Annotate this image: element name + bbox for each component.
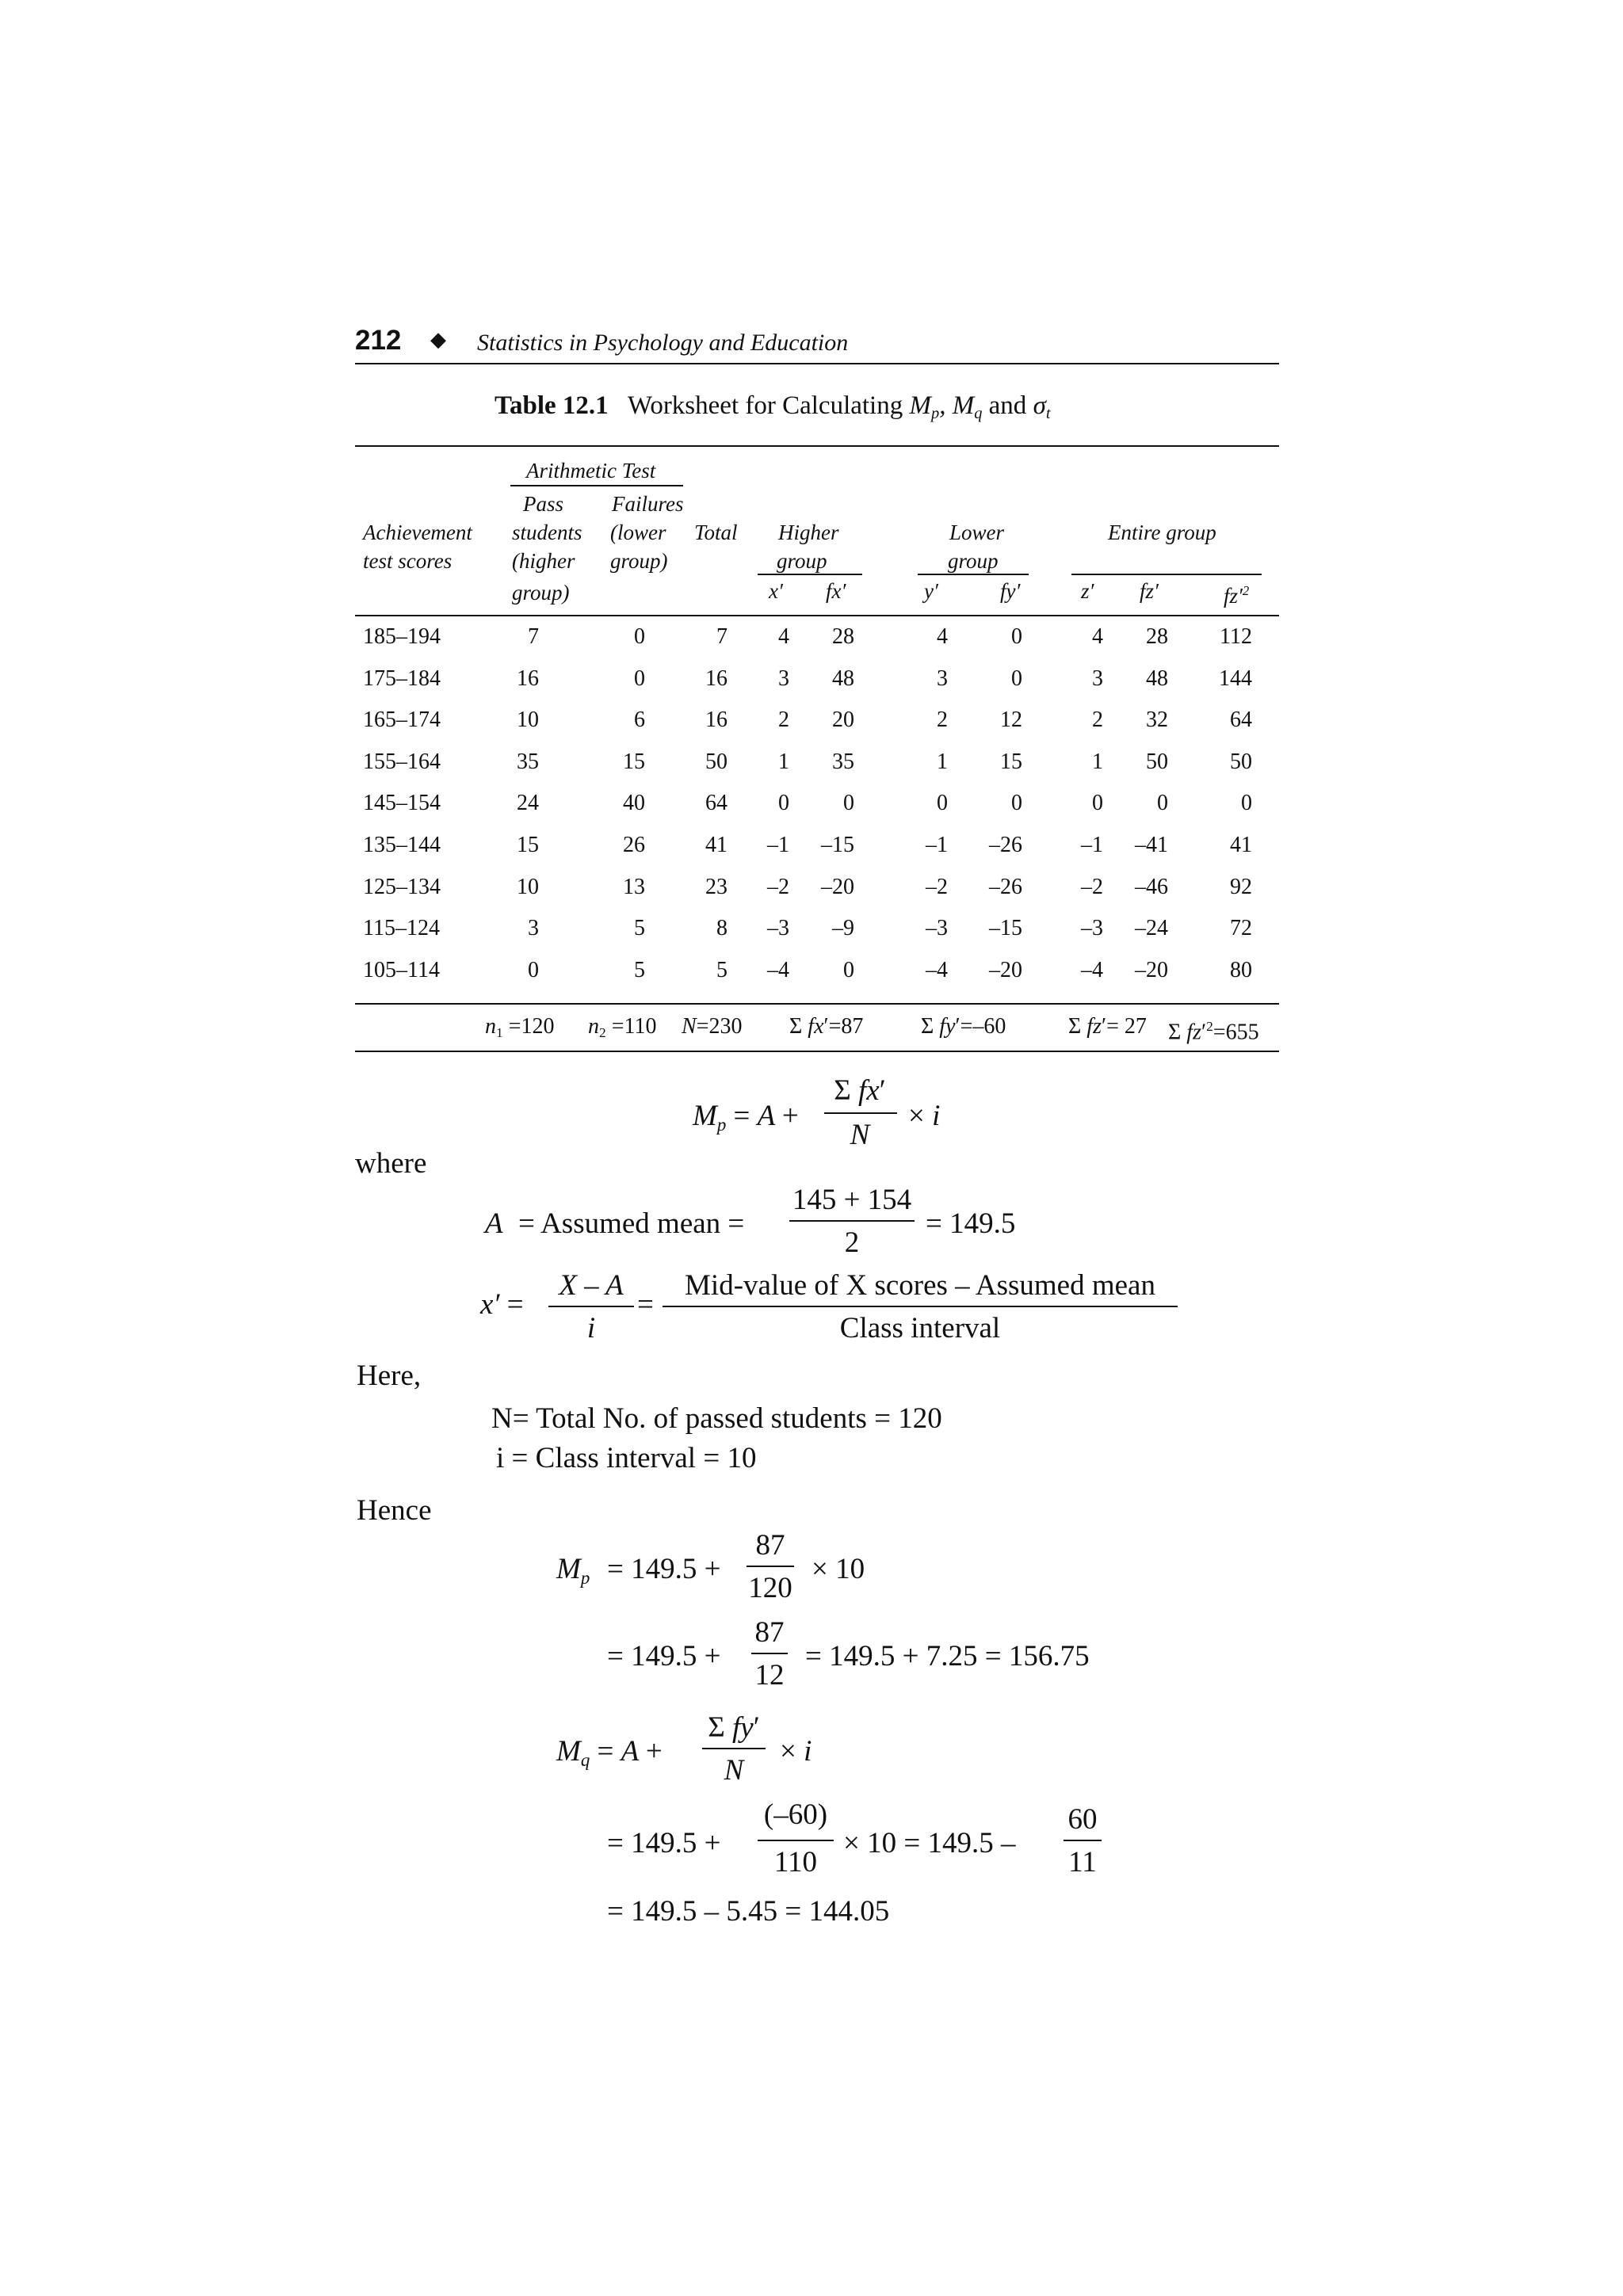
mp-calc-1a: = 149.5 + [607,1553,721,1585]
assumed-den: 2 [844,1226,860,1259]
header-achievement-2: test scores [363,549,453,573]
cell-fx-prime: 28 [832,624,854,649]
header-pass-1: Pass [523,492,564,516]
cell-total: 41 [705,833,727,857]
page-number: 212 [355,325,402,356]
header-bottom-rule [355,615,1279,616]
header-pass-4: group) [512,581,570,605]
col-y-prime: y′ [924,579,938,603]
header-lower-1: Lower [949,521,1005,544]
totals-n1: $n_1 =120$ [485,1014,555,1041]
cell-fz-prime: 28 [1146,624,1168,649]
cell-fx-prime: 0 [843,957,854,982]
cell-y-prime: 4 [937,624,948,649]
cell-fy-prime: –26 [989,874,1022,899]
cell-fx-prime: 48 [832,666,854,691]
col-fz2-prime: $fz'^2$ [1224,583,1250,608]
mp-calc-1b: × 10 [812,1553,865,1585]
cell-y-prime: –4 [926,957,948,982]
cell-fz-prime: 48 [1146,666,1168,691]
cell-y-prime: 2 [937,707,948,733]
header-higher-2: group [777,549,827,573]
cell-fail: 0 [634,624,645,649]
xprime-equals: = [637,1288,654,1321]
col-x-prime: x′ [769,579,783,603]
xprime-num1: X – A [559,1269,624,1302]
col-fz-prime: fz′ [1140,579,1159,603]
header-arithmetic-test: Arithmetic Test [526,459,656,482]
col-fy-prime: fy′ [1000,579,1021,603]
cell-fy-prime: 0 [1011,666,1022,691]
cell-pass: 0 [528,957,539,982]
cell-scores: 155–164 [363,749,441,774]
mq-calc-2-bar [758,1840,834,1841]
mq-calc-2-den: 110 [773,1846,818,1878]
entire-underline [1071,574,1262,575]
mq-calc-2-num: (–60) [763,1798,828,1831]
header-total: Total [694,521,738,544]
cell-y-prime: –2 [926,874,948,899]
totals-top-rule [355,1003,1279,1005]
cell-fail: 13 [623,874,645,899]
xprime-bar2 [663,1306,1178,1307]
cell-fz-prime: –41 [1135,833,1168,857]
cell-fz2-prime: 0 [1241,791,1252,816]
cell-x-prime: 4 [778,624,789,649]
xprime-num2: Mid-value of X scores – Assumed mean [685,1269,1155,1302]
cell-x-prime: –3 [767,916,789,941]
mq-calc-2b: × 10 = 149.5 – [843,1827,1016,1859]
cell-y-prime: –3 [926,916,948,941]
header-fail-3: group) [610,549,668,573]
cell-scores: 125–134 [363,874,441,899]
cell-fy-prime: 15 [1000,749,1022,774]
cell-total: 8 [716,916,727,941]
mp-calc-symbol: $M_p$ [556,1553,590,1588]
cell-z-prime: –1 [1081,833,1103,857]
cell-scores: 185–194 [363,624,441,649]
cell-fy-prime: 0 [1011,791,1022,816]
cell-total: 7 [716,624,727,649]
cell-fy-prime: –26 [989,833,1022,857]
assumed-bar [789,1220,915,1222]
cell-fail: 5 [634,957,645,982]
cell-z-prime: –3 [1081,916,1103,941]
cell-fail: 5 [634,916,645,941]
cell-y-prime: 1 [937,749,948,774]
xprime-bar1 [548,1306,634,1307]
caption-text: Worksheet for Calculating [627,391,903,420]
mq-calc-3: = 149.5 – 5.45 = 144.05 [607,1895,890,1928]
cell-scores: 175–184 [363,666,441,691]
assumed-result: = 149.5 [926,1207,1016,1240]
arith-underline [510,485,683,486]
cell-total: 64 [705,791,727,816]
header-rule [355,363,1279,364]
col-z-prime: z′ [1081,579,1094,603]
totals-N: N=230 [682,1014,743,1039]
cell-z-prime: 1 [1092,749,1103,774]
cell-fail: 15 [623,749,645,774]
col-fx-prime: fx′ [826,579,846,603]
higher-underline [758,574,862,575]
mp-calc-1-num: 87 [755,1529,785,1562]
mq-calc-2-den2: 11 [1068,1846,1097,1878]
cell-total: 23 [705,874,727,899]
mp-formula-times-i: × i [908,1100,941,1132]
totals-sum-fz2: Σ $fz'^2=655$ [1168,1019,1259,1045]
cell-scores: 105–114 [363,957,440,982]
cell-fz2-prime: 50 [1230,749,1252,774]
cell-scores: 115–124 [363,916,440,941]
cell-fz2-prime: 72 [1230,916,1252,941]
table-label: Table 12.1 [495,391,609,420]
cell-fz2-prime: 92 [1230,874,1252,899]
cell-fz-prime: 0 [1157,791,1168,816]
totals-sum-fy: Σ fy′=–60 [921,1014,1006,1039]
cell-fy-prime: –20 [989,957,1022,982]
cell-fz2-prime: 112 [1220,624,1252,649]
cell-pass: 35 [517,749,539,774]
cell-x-prime: –4 [767,957,789,982]
caption-math: $M_p$, $M_q$ and $\sigma_t$ [909,391,1051,423]
cell-fy-prime: 0 [1011,624,1022,649]
mp-formula-den: N [850,1119,870,1151]
mp-formula-lhs: $M_p = A$ + [693,1100,799,1135]
cell-z-prime: –2 [1081,874,1103,899]
cell-total: 16 [705,707,727,733]
cell-fail: 26 [623,833,645,857]
header-higher-1: Higher [778,521,839,544]
hence-text: Hence [357,1494,432,1527]
cell-scores: 145–154 [363,791,441,816]
mq-formula-num: Σ fy′ [708,1711,760,1744]
cell-pass: 16 [517,666,539,691]
cell-fz2-prime: 144 [1219,666,1252,691]
totals-n2: $n_2 =110$ [588,1014,657,1041]
header-pass-2: students [512,521,582,544]
cell-fz2-prime: 80 [1230,957,1252,982]
table-bottom-rule [355,1051,1279,1052]
mp-calc-2-bar [751,1653,788,1654]
cell-x-prime: –1 [767,833,789,857]
cell-total: 50 [705,749,727,774]
here-text: Here, [357,1360,422,1392]
mq-formula-bar [702,1748,766,1749]
cell-y-prime: –1 [926,833,948,857]
cell-x-prime: 2 [778,707,789,733]
header-lower-2: group [948,549,999,573]
cell-pass: 15 [517,833,539,857]
mp-calc-2-num: 87 [754,1616,785,1649]
running-title: Statistics in Psychology and Education [477,330,849,356]
cell-fz-prime: –46 [1135,874,1168,899]
cell-scores: 165–174 [363,707,441,733]
header-pass-3: (higher [512,549,575,573]
cell-z-prime: 2 [1092,707,1103,733]
cell-pass: 24 [517,791,539,816]
xprime-symbol: x′ = [480,1288,524,1321]
cell-fy-prime: 12 [1000,707,1022,733]
cell-z-prime: –4 [1081,957,1103,982]
cell-scores: 135–144 [363,833,441,857]
assumed-num: 145 + 154 [792,1184,912,1216]
mp-calc-1-den: 120 [748,1572,792,1604]
cell-fx-prime: 20 [832,707,854,733]
mq-formula-den: N [724,1754,744,1787]
cell-fx-prime: 0 [843,791,854,816]
mq-calc-2-num2: 60 [1067,1803,1098,1836]
diamond-icon: ◆ [430,328,446,351]
cell-fail: 6 [634,707,645,733]
cell-x-prime: 3 [778,666,789,691]
cell-z-prime: 0 [1092,791,1103,816]
mq-formula-lhs: $M_q = A$ + [556,1735,663,1770]
mq-formula-times-i: × i [780,1735,812,1768]
where-text: where [355,1147,427,1180]
totals-sum-fz: Σ fz′= 27 [1068,1014,1147,1039]
mp-calc-2b: = 149.5 + 7.25 = 156.75 [805,1640,1090,1672]
cell-y-prime: 0 [937,791,948,816]
cell-pass: 7 [528,624,539,649]
cell-fz-prime: 50 [1146,749,1168,774]
xprime-den2: Class interval [839,1312,1001,1344]
header-achievement-1: Achievement [363,521,472,544]
cell-fx-prime: –20 [821,874,854,899]
cell-fx-prime: –15 [821,833,854,857]
table-caption [495,391,1051,423]
xprime-den1: i [586,1312,596,1344]
n-definition: N= Total No. of passed students = 120 [491,1402,942,1435]
cell-fz2-prime: 41 [1230,833,1252,857]
cell-fail: 40 [623,791,645,816]
cell-total: 5 [716,957,727,982]
cell-fx-prime: –9 [832,916,854,941]
mq-calc-2a: = 149.5 + [607,1827,721,1859]
cell-x-prime: 1 [778,749,789,774]
mp-calc-2a: = 149.5 + [607,1640,721,1672]
mp-formula-bar [824,1112,897,1114]
cell-fail: 0 [634,666,645,691]
cell-pass: 10 [517,707,539,733]
totals-sum-fx: Σ fx′=87 [789,1014,864,1039]
a-symbol: A [485,1207,503,1240]
mp-formula-num: Σ fx′ [834,1074,886,1107]
cell-pass: 10 [517,874,539,899]
header-fail-2: (lower [610,521,666,544]
table-top-rule [355,445,1279,447]
cell-fz-prime: –20 [1135,957,1168,982]
cell-fz-prime: 32 [1146,707,1168,733]
cell-z-prime: 3 [1092,666,1103,691]
cell-fy-prime: –15 [989,916,1022,941]
cell-x-prime: 0 [778,791,789,816]
mp-calc-1-bar [747,1566,794,1567]
cell-y-prime: 3 [937,666,948,691]
cell-pass: 3 [528,916,539,941]
assumed-mean-label: = Assumed mean = [518,1207,745,1240]
cell-fz2-prime: 64 [1230,707,1252,733]
mq-calc-2-bar2 [1064,1840,1102,1841]
i-definition: i = Class interval = 10 [496,1442,757,1474]
header-fail-1: Failures [612,492,684,516]
mp-calc-2-den: 12 [754,1659,785,1691]
cell-x-prime: –2 [767,874,789,899]
cell-z-prime: 4 [1092,624,1103,649]
cell-total: 16 [705,666,727,691]
cell-fz-prime: –24 [1135,916,1168,941]
cell-fx-prime: 35 [832,749,854,774]
lower-underline [918,574,1029,575]
header-entire-group: Entire group [1108,521,1216,544]
